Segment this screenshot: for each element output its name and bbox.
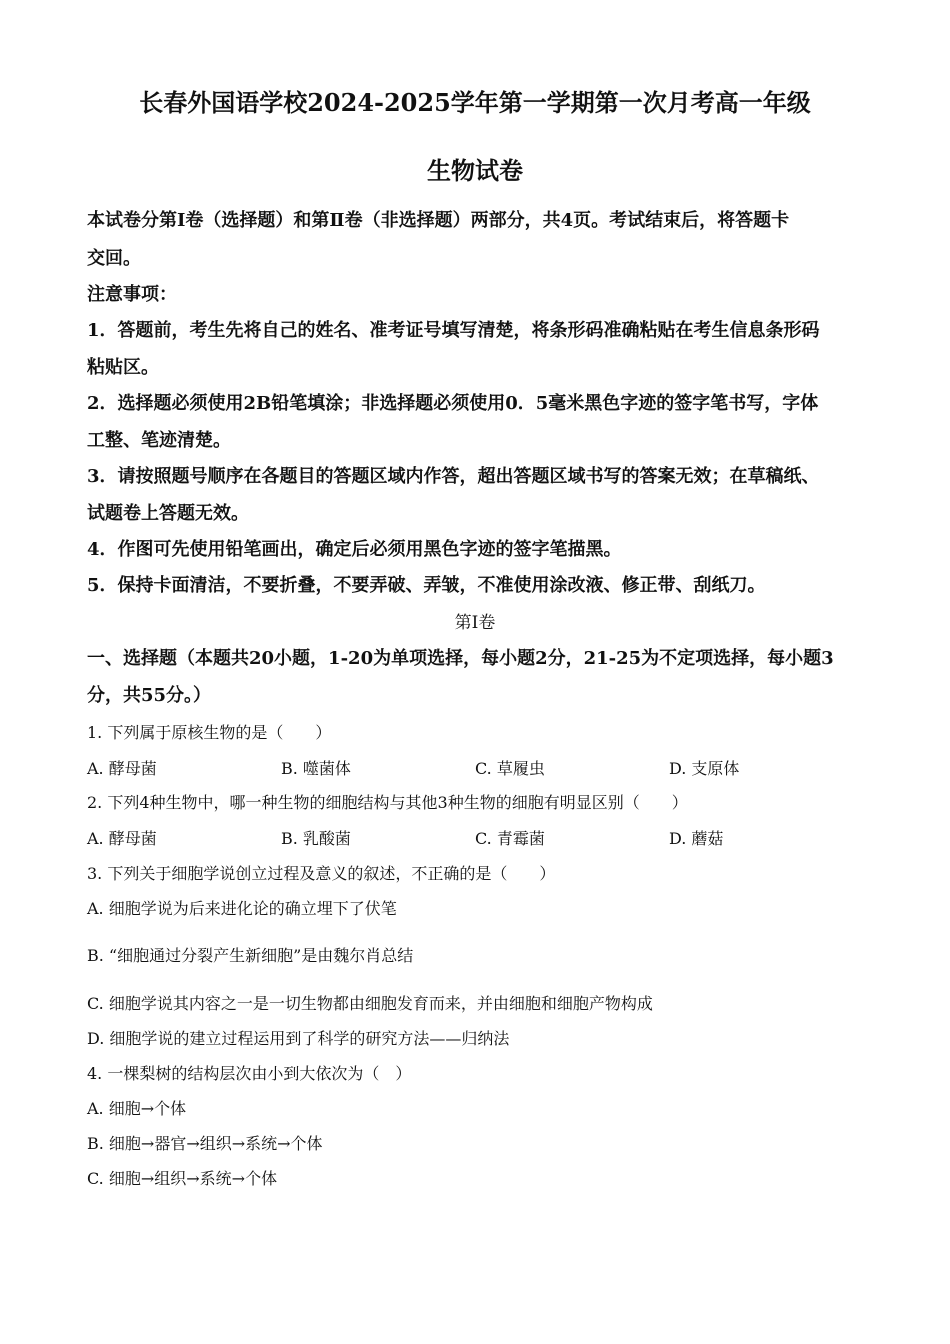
note-3-line-1: 3．请按照题号顺序在各题目的答题区域内作答，超出答题区域书写的答案无效；在草稿纸、 bbox=[87, 466, 820, 487]
question-4-option-b: B. 细胞→器官→组织→系统→个体 bbox=[87, 1134, 323, 1153]
exam-title: 长春外国语学校2024-2025学年第一学期第一次月考高一年级 bbox=[139, 88, 811, 117]
question-1-option-d: D. 支原体 bbox=[669, 759, 740, 778]
question-2-stem: 2. 下列4种生物中，哪一种生物的细胞结构与其他3种生物的细胞有明显区别（ ） bbox=[87, 793, 688, 812]
notes-heading: 注意事项： bbox=[87, 284, 177, 305]
intro-line-1: 本试卷分第Ⅰ卷（选择题）和第Ⅱ卷（非选择题）两部分，共4页。考试结束后，将答题卡 bbox=[87, 210, 790, 231]
note-4: 4．作图可先使用铅笔画出，确定后必须用黑色字迹的签字笔描黑。 bbox=[87, 539, 622, 560]
question-1-option-a: A. 酵母菌 bbox=[87, 759, 157, 778]
question-1-option-b: B. 噬菌体 bbox=[281, 759, 351, 778]
note-1-line-2: 粘贴区。 bbox=[87, 357, 159, 378]
question-3-option-c: C. 细胞学说其内容之一是一切生物都由细胞发育而来，并由细胞和细胞产物构成 bbox=[87, 994, 653, 1013]
exam-subtitle: 生物试卷 bbox=[427, 156, 523, 185]
question-3-option-d: D. 细胞学说的建立过程运用到了科学的研究方法——归纳法 bbox=[87, 1029, 510, 1048]
section-heading-line-1: 一、选择题（本题共20小题，1-20为单项选择，每小题2分，21-25为不定项选择，每小题3 bbox=[87, 648, 834, 669]
question-2-option-d: D. 蘑菇 bbox=[669, 829, 724, 848]
question-1-option-c: C. 草履虫 bbox=[475, 759, 545, 778]
question-2-option-c: C. 青霉菌 bbox=[475, 829, 545, 848]
note-2-line-2: 工整、笔迹清楚。 bbox=[87, 430, 231, 451]
note-5: 5．保持卡面清洁，不要折叠，不要弄破、弄皱，不准使用涂改液、修正带、刮纸刀。 bbox=[87, 575, 766, 596]
question-2-option-a: A. 酵母菌 bbox=[87, 829, 157, 848]
question-4-option-c: C. 细胞→组织→系统→个体 bbox=[87, 1169, 278, 1188]
section-heading-line-2: 分，共55分。） bbox=[87, 685, 212, 706]
intro-line-2: 交回。 bbox=[87, 248, 141, 269]
question-3-option-b: B. “细胞通过分裂产生新细胞”是由魏尔肖总结 bbox=[87, 946, 414, 965]
note-2-line-1: 2．选择题必须使用2B铅笔填涂；非选择题必须使用0．5毫米黑色字迹的签字笔书写，字体 bbox=[87, 393, 819, 414]
question-1-stem: 1. 下列属于原核生物的是（ ） bbox=[87, 723, 332, 742]
question-3-stem: 3. 下列关于细胞学说创立过程及意义的叙述，不正确的是（ ） bbox=[87, 864, 556, 883]
question-3-option-a: A. 细胞学说为后来进化论的确立埋下了伏笔 bbox=[87, 899, 397, 918]
question-4-stem: 4. 一棵梨树的结构层次由小到大依次为（ ） bbox=[87, 1064, 412, 1083]
question-2-option-b: B. 乳酸菌 bbox=[281, 829, 351, 848]
note-3-line-2: 试题卷上答题无效。 bbox=[87, 503, 249, 524]
note-1-line-1: 1．答题前，考生先将自己的姓名、准考证号填写清楚，将条形码准确粘贴在考生信息条形码 bbox=[87, 320, 820, 341]
question-4-option-a: A. 细胞→个体 bbox=[87, 1099, 187, 1118]
volume-heading: 第Ⅰ卷 bbox=[454, 613, 496, 633]
